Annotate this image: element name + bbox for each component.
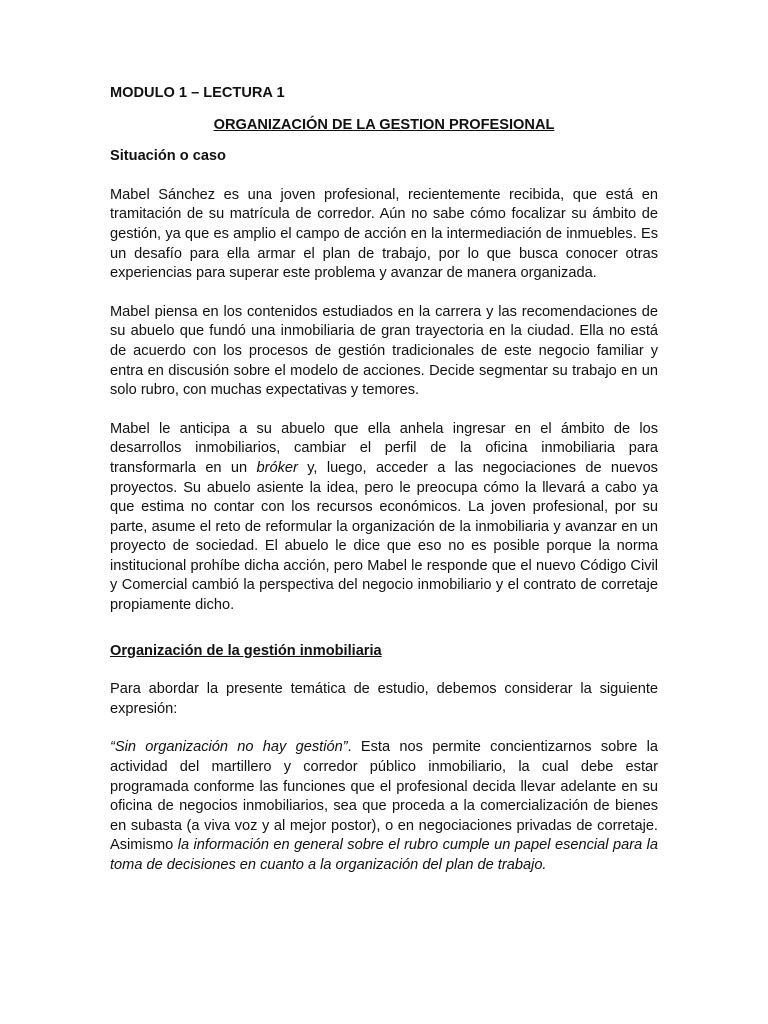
paragraph-org-2-text: . Esta nos permite concientizarnos sobre la actividad del martillero y corredor público inmobiliario, la cual debe estar programada conforme las funciones que el profesional decida llevar adelante en su oficina de negocios inmobiliarios, sea que proceda a la comercialización de bienes en subasta (a viva voz y al mejor postor), o en negociaciones privadas de corretaje. Asimismo (110, 739, 658, 854)
broker-term: bróker (256, 459, 298, 476)
paragraph-org-2-emphasis: la información en general sobre el rubro cumple un papel esencial para la toma de decisiones en cuanto a la organización del plan de trabajo. (110, 837, 659, 873)
paragraph-case-3-text-a: Mabel le anticipa a su abuelo que ella anhela ingresar en el ámbito de los desarrollos inmobiliarios, cambiar el perfil de la oficina inmobiliaria para transformarla en un (110, 420, 658, 476)
paragraph-org-1: Para abordar la presente temática de estudio, debemos considerar la siguiente expresión: (110, 681, 658, 717)
section-heading-organization: Organización de la gestión inmobiliaria (110, 642, 382, 659)
paragraph-case-3 (110, 420, 658, 616)
paragraph-case-3-text-b: y, luego, acceder a las negociaciones de nuevos proyectos. Su abuelo asiente la idea, pero le preocupa cómo la llevará a cabo ya que estima no contar con los recursos económicos. La joven profesional, por su parte, asume el reto de reformular la organización de la inmobiliaria y avanzar en un proyecto de sociedad. El abuelo le dice que eso no es posible porque la norma institucional prohíbe dicha acción, pero Mabel le responde que el nuevo Código Civil y Comercial cambió la perspectiva del negocio inmobiliario y el contrato de corretaje propiamente dicho. (110, 459, 658, 614)
paragraph-org-2 (110, 738, 658, 875)
quote-text: “Sin organización no hay gestión” (110, 739, 348, 756)
document-page (110, 84, 658, 876)
section-heading-case: Situación o caso (110, 148, 226, 165)
module-title: MODULO 1 – LECTURA 1 (110, 85, 285, 101)
paragraph-case-1: Mabel Sánchez es una joven profesional, recientemente recibida, que está en tramitación de su matrícula de corredor. Aún no sabe cómo focalizar su ámbito de gestión, ya que es amplio el campo de acción en la intermediación de inmuebles. Es un desafío para ella armar el plan de trabajo, por lo que busca conocer otras experiencias para superar este problema y avanzar de manera organizada. (110, 186, 658, 282)
main-title: ORGANIZACIÓN DE LA GESTION PROFESIONAL (213, 116, 555, 133)
paragraph-case-2: Mabel piensa en los contenidos estudiados en la carrera y las recomendaciones de su abuelo que fundó una inmobiliaria de gran trayectoria en la ciudad. Ella no está de acuerdo con los procesos de gestión tradicionales de este negocio familiar y entra en discusión sobre el modelo de acciones. Decide segmentar su trabajo en un solo rubro, con muchas expectativas y temores. (110, 303, 658, 399)
